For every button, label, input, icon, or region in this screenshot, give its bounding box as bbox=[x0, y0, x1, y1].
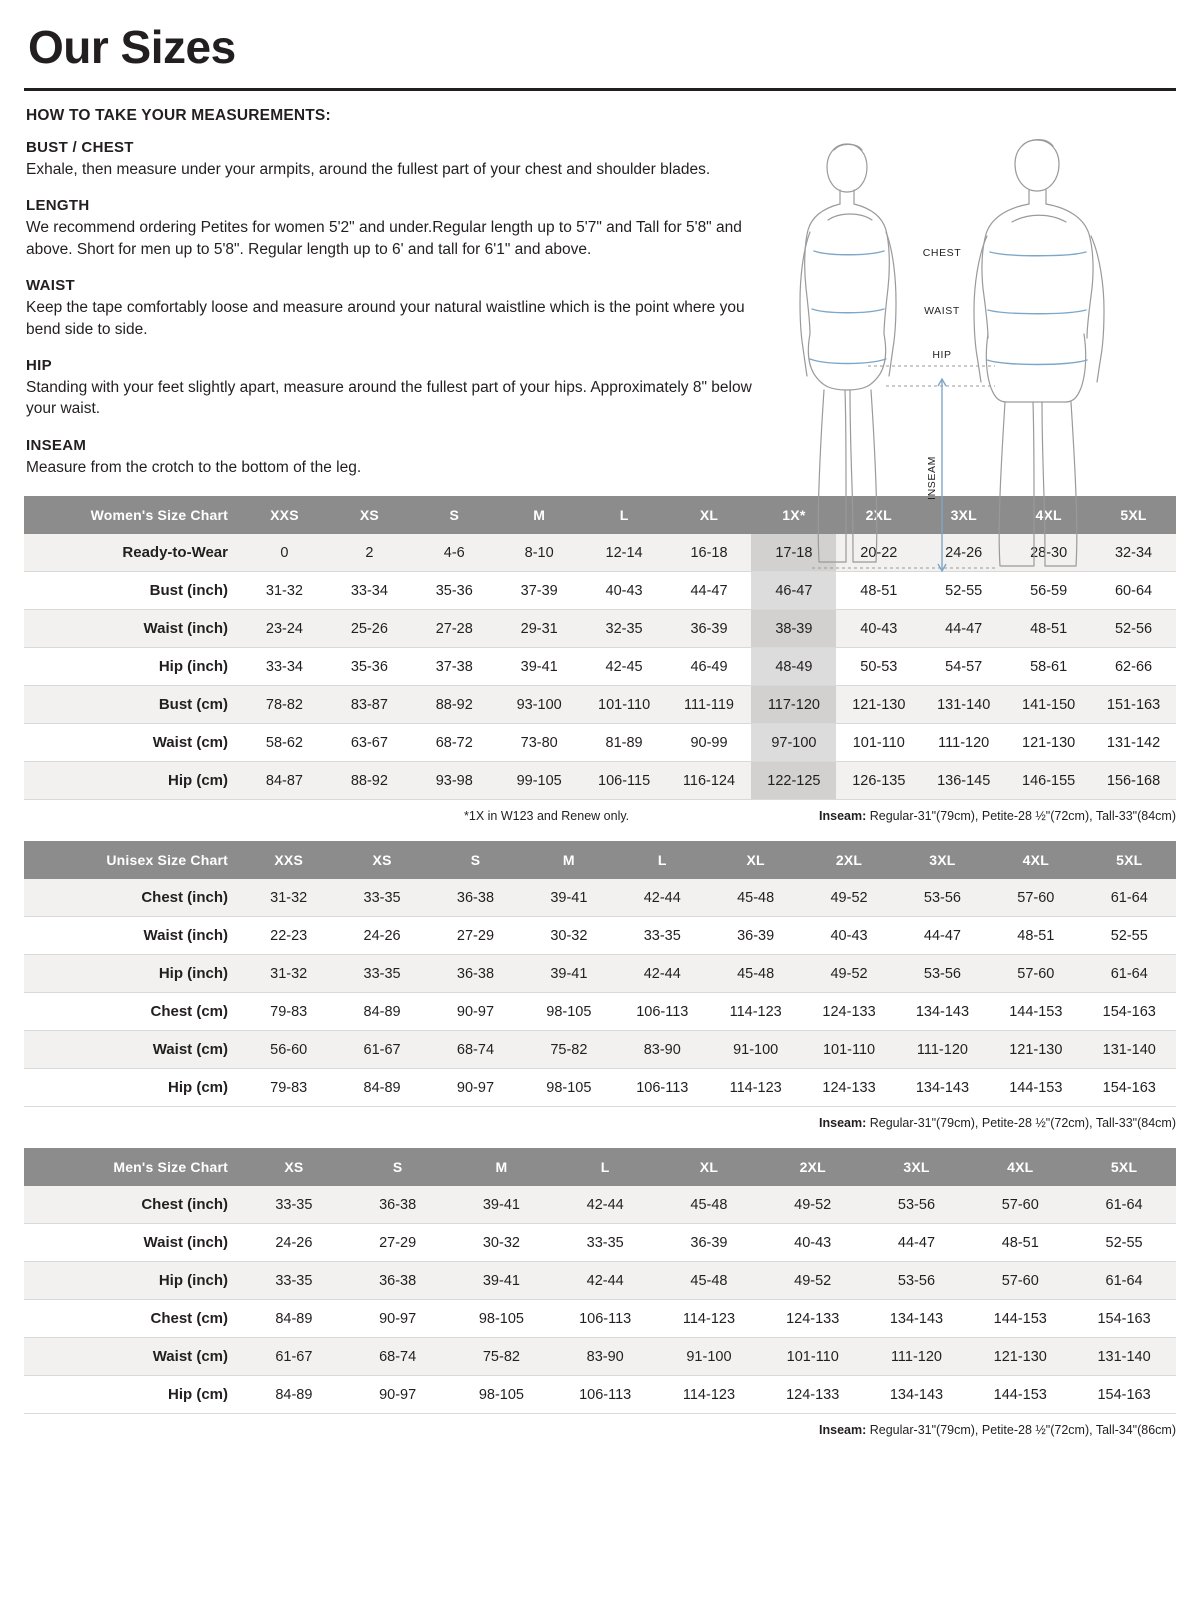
table-cell: 154-163 bbox=[1072, 1376, 1176, 1414]
table-cell: 84-89 bbox=[242, 1300, 346, 1338]
mens-inseam-note bbox=[24, 1423, 1176, 1437]
row-label: Chest (inch) bbox=[24, 1186, 242, 1224]
column-header-l: L bbox=[616, 841, 709, 879]
table-cell: 93-100 bbox=[497, 686, 582, 724]
table-cell: 144-153 bbox=[989, 1069, 1082, 1107]
table-cell: 31-32 bbox=[242, 955, 335, 993]
row-label: Hip (cm) bbox=[24, 1069, 242, 1107]
table-cell: 111-120 bbox=[865, 1338, 969, 1376]
inseam-label: Inseam: bbox=[819, 1423, 867, 1437]
column-header-5xl: 5XL bbox=[1091, 496, 1176, 534]
table-cell: 56-60 bbox=[242, 1031, 335, 1069]
table-cell: 57-60 bbox=[968, 1262, 1072, 1300]
row-label: Hip (cm) bbox=[24, 762, 242, 800]
mens-table-body bbox=[24, 1186, 1176, 1414]
table-cell: 53-56 bbox=[896, 955, 989, 993]
row-label: Hip (inch) bbox=[24, 648, 242, 686]
section-text-length: We recommend ordering Petites for women 5'2" and under.Regular length up to 5'7" and Tall for 5'8" and above. Short for men up to 5'8". Regular length up to 6' and tall for 6'1" and above. bbox=[26, 219, 742, 258]
table-cell: 101-110 bbox=[582, 686, 667, 724]
table-row bbox=[24, 917, 1176, 955]
column-header-2xl: 2XL bbox=[836, 496, 921, 534]
table-cell: 39-41 bbox=[450, 1186, 554, 1224]
table-cell: 144-153 bbox=[968, 1376, 1072, 1414]
table-cell: 83-87 bbox=[327, 686, 412, 724]
column-header-xxs: XXS bbox=[242, 841, 335, 879]
table-cell: 98-105 bbox=[522, 993, 615, 1031]
table-cell: 36-39 bbox=[657, 1224, 761, 1262]
section-text-inseam: Measure from the crotch to the bottom of the leg. bbox=[26, 458, 362, 476]
table-cell: 30-32 bbox=[450, 1224, 554, 1262]
table-cell: 114-123 bbox=[657, 1376, 761, 1414]
table-cell: 121-130 bbox=[968, 1338, 1072, 1376]
womens-footnote: *1X in W123 and Renew only. bbox=[464, 809, 630, 823]
column-header-s: S bbox=[429, 841, 522, 879]
table-cell: 61-67 bbox=[242, 1338, 346, 1376]
column-header-xl: XL bbox=[657, 1148, 761, 1186]
table-cell: 84-89 bbox=[335, 993, 428, 1031]
table-cell: 106-113 bbox=[553, 1376, 657, 1414]
table-cell: 56-59 bbox=[1006, 572, 1091, 610]
table-cell: 31-32 bbox=[242, 572, 327, 610]
table-cell: 79-83 bbox=[242, 993, 335, 1031]
table-cell: 57-60 bbox=[989, 955, 1082, 993]
table-cell: 75-82 bbox=[450, 1338, 554, 1376]
table-cell: 33-35 bbox=[335, 955, 428, 993]
table-cell: 97-100 bbox=[751, 724, 836, 762]
table-cell: 49-52 bbox=[761, 1262, 865, 1300]
table-header-row bbox=[24, 841, 1176, 879]
table-row bbox=[24, 1069, 1176, 1107]
unisex-size-chart-table bbox=[24, 841, 1176, 1107]
table-cell: 131-140 bbox=[921, 686, 1006, 724]
inseam-values: Regular-31"(79cm), Petite-28 ½"(72cm), Tall-33"(84cm) bbox=[866, 809, 1176, 823]
table-cell: 61-67 bbox=[335, 1031, 428, 1069]
row-label: Ready-to-Wear bbox=[24, 534, 242, 572]
section-label-inseam: INSEAM bbox=[26, 436, 87, 454]
table-row bbox=[24, 1376, 1176, 1414]
table-cell: 122-125 bbox=[751, 762, 836, 800]
table-cell: 114-123 bbox=[657, 1300, 761, 1338]
table-row bbox=[24, 686, 1176, 724]
row-label: Bust (cm) bbox=[24, 686, 242, 724]
section-label-bust-chest: BUST / CHEST bbox=[26, 139, 134, 156]
table-cell: 52-55 bbox=[1072, 1224, 1176, 1262]
table-cell: 99-105 bbox=[497, 762, 582, 800]
column-header-4xl: 4XL bbox=[1006, 496, 1091, 534]
measurement-figures bbox=[790, 128, 1180, 608]
row-label: Chest (cm) bbox=[24, 993, 242, 1031]
table-cell: 25-26 bbox=[327, 610, 412, 648]
table-cell: 39-41 bbox=[522, 879, 615, 917]
inseam-values: Regular-31"(79cm), Petite-28 ½"(72cm), Tall-33"(84cm) bbox=[866, 1116, 1176, 1130]
column-header-2xl: 2XL bbox=[761, 1148, 865, 1186]
table-cell: 73-80 bbox=[497, 724, 582, 762]
table-cell: 117-120 bbox=[751, 686, 836, 724]
table-row bbox=[24, 993, 1176, 1031]
table-cell: 114-123 bbox=[709, 1069, 802, 1107]
unisex-size-chart-section bbox=[24, 841, 1176, 1130]
table-row bbox=[24, 879, 1176, 917]
table-header-row bbox=[24, 1148, 1176, 1186]
table-cell: 81-89 bbox=[582, 724, 667, 762]
figure-label-hip: HIP bbox=[932, 349, 952, 361]
table-cell: 62-66 bbox=[1091, 648, 1176, 686]
table-cell: 31-32 bbox=[242, 879, 335, 917]
table-cell: 36-38 bbox=[429, 879, 522, 917]
table-cell: 84-89 bbox=[335, 1069, 428, 1107]
table-cell: 17-18 bbox=[751, 534, 836, 572]
table-cell: 40-43 bbox=[802, 917, 895, 955]
table-cell: 44-47 bbox=[667, 572, 752, 610]
table-cell: 24-26 bbox=[921, 534, 1006, 572]
table-row bbox=[24, 724, 1176, 762]
section-label-length: LENGTH bbox=[26, 197, 90, 215]
table-cell: 49-52 bbox=[761, 1186, 865, 1224]
table-cell: 134-143 bbox=[896, 1069, 989, 1107]
table-cell: 124-133 bbox=[802, 1069, 895, 1107]
table-cell: 33-34 bbox=[242, 648, 327, 686]
table-cell: 116-124 bbox=[667, 762, 752, 800]
figure-label-chest: CHEST bbox=[922, 247, 962, 259]
table-cell: 37-38 bbox=[412, 648, 497, 686]
column-header-4xl: 4XL bbox=[989, 841, 1082, 879]
table-cell: 48-51 bbox=[1006, 610, 1091, 648]
table-cell: 106-115 bbox=[582, 762, 667, 800]
table-cell: 101-110 bbox=[761, 1338, 865, 1376]
table-cell: 134-143 bbox=[865, 1376, 969, 1414]
table-cell: 61-64 bbox=[1072, 1186, 1176, 1224]
row-label: Chest (inch) bbox=[24, 879, 242, 917]
row-label: Waist (cm) bbox=[24, 724, 242, 762]
table-cell: 37-39 bbox=[497, 572, 582, 610]
table-cell: 48-49 bbox=[751, 648, 836, 686]
title-divider bbox=[24, 88, 1176, 91]
table-cell: 39-41 bbox=[522, 955, 615, 993]
table-cell: 124-133 bbox=[761, 1376, 865, 1414]
table-cell: 91-100 bbox=[709, 1031, 802, 1069]
table-cell: 4-6 bbox=[412, 534, 497, 572]
table-cell: 48-51 bbox=[989, 917, 1082, 955]
table-cell: 90-97 bbox=[429, 993, 522, 1031]
table-cell: 27-29 bbox=[346, 1224, 450, 1262]
mens-chart-title: Men's Size Chart bbox=[24, 1148, 242, 1186]
table-cell: 33-35 bbox=[242, 1186, 346, 1224]
column-header-3xl: 3XL bbox=[865, 1148, 969, 1186]
column-header-3xl: 3XL bbox=[921, 496, 1006, 534]
womens-chart-title: Women's Size Chart bbox=[24, 496, 242, 534]
column-header-s: S bbox=[412, 496, 497, 534]
row-label: Waist (inch) bbox=[24, 917, 242, 955]
table-cell: 38-39 bbox=[751, 610, 836, 648]
table-cell: 154-163 bbox=[1072, 1300, 1176, 1338]
table-cell: 49-52 bbox=[802, 955, 895, 993]
unisex-inseam-note bbox=[24, 1116, 1176, 1130]
table-cell: 61-64 bbox=[1083, 879, 1176, 917]
table-cell: 106-113 bbox=[553, 1300, 657, 1338]
table-cell: 46-47 bbox=[751, 572, 836, 610]
table-cell: 40-43 bbox=[836, 610, 921, 648]
column-header-xl: XL bbox=[709, 841, 802, 879]
column-header-xs: XS bbox=[335, 841, 428, 879]
table-cell: 32-35 bbox=[582, 610, 667, 648]
womens-notes bbox=[24, 809, 1176, 823]
table-cell: 78-82 bbox=[242, 686, 327, 724]
table-cell: 42-44 bbox=[553, 1262, 657, 1300]
table-row bbox=[24, 648, 1176, 686]
table-cell: 98-105 bbox=[450, 1376, 554, 1414]
table-cell: 106-113 bbox=[616, 1069, 709, 1107]
column-header-xs: XS bbox=[327, 496, 412, 534]
table-cell: 24-26 bbox=[335, 917, 428, 955]
section-text-bust-chest: Exhale, then measure under your armpits, around the fullest part of your chest and shoulder blades. bbox=[26, 161, 711, 178]
table-cell: 68-72 bbox=[412, 724, 497, 762]
column-header-m: M bbox=[497, 496, 582, 534]
table-row bbox=[24, 762, 1176, 800]
row-label: Waist (inch) bbox=[24, 610, 242, 648]
row-label: Hip (cm) bbox=[24, 1376, 242, 1414]
table-cell: 60-64 bbox=[1091, 572, 1176, 610]
table-row bbox=[24, 1186, 1176, 1224]
table-cell: 126-135 bbox=[836, 762, 921, 800]
inseam-label: Inseam: bbox=[819, 809, 867, 823]
table-cell: 32-34 bbox=[1091, 534, 1176, 572]
table-cell: 58-62 bbox=[242, 724, 327, 762]
figure-label-waist: WAIST bbox=[924, 305, 960, 317]
table-cell: 88-92 bbox=[327, 762, 412, 800]
table-cell: 12-14 bbox=[582, 534, 667, 572]
row-label: Waist (cm) bbox=[24, 1338, 242, 1376]
table-cell: 28-30 bbox=[1006, 534, 1091, 572]
table-cell: 44-47 bbox=[896, 917, 989, 955]
table-cell: 40-43 bbox=[582, 572, 667, 610]
table-cell: 144-153 bbox=[989, 993, 1082, 1031]
table-cell: 48-51 bbox=[836, 572, 921, 610]
table-cell: 48-51 bbox=[968, 1224, 1072, 1262]
table-cell: 111-120 bbox=[896, 1031, 989, 1069]
table-cell: 90-97 bbox=[346, 1376, 450, 1414]
table-cell: 33-34 bbox=[327, 572, 412, 610]
table-cell: 90-97 bbox=[346, 1300, 450, 1338]
section-label-waist: WAIST bbox=[26, 277, 75, 295]
table-row bbox=[24, 610, 1176, 648]
table-cell: 131-140 bbox=[1072, 1338, 1176, 1376]
table-cell: 90-99 bbox=[667, 724, 752, 762]
table-cell: 42-44 bbox=[616, 879, 709, 917]
table-cell: 23-24 bbox=[242, 610, 327, 648]
table-cell: 52-55 bbox=[1083, 917, 1176, 955]
mens-size-chart-section bbox=[24, 1148, 1176, 1437]
table-cell: 57-60 bbox=[968, 1186, 1072, 1224]
table-cell: 124-133 bbox=[802, 993, 895, 1031]
table-cell: 146-155 bbox=[1006, 762, 1091, 800]
table-cell: 44-47 bbox=[921, 610, 1006, 648]
table-cell: 36-38 bbox=[429, 955, 522, 993]
table-cell: 42-44 bbox=[553, 1186, 657, 1224]
table-cell: 156-168 bbox=[1091, 762, 1176, 800]
table-cell: 29-31 bbox=[497, 610, 582, 648]
table-cell: 20-22 bbox=[836, 534, 921, 572]
table-cell: 134-143 bbox=[896, 993, 989, 1031]
table-row bbox=[24, 1031, 1176, 1069]
column-header-3xl: 3XL bbox=[896, 841, 989, 879]
table-cell: 53-56 bbox=[865, 1186, 969, 1224]
row-label: Bust (inch) bbox=[24, 572, 242, 610]
table-cell: 2 bbox=[327, 534, 412, 572]
table-row bbox=[24, 955, 1176, 993]
table-cell: 84-89 bbox=[242, 1376, 346, 1414]
table-cell: 49-52 bbox=[802, 879, 895, 917]
table-cell: 33-35 bbox=[553, 1224, 657, 1262]
table-cell: 136-145 bbox=[921, 762, 1006, 800]
table-cell: 57-60 bbox=[989, 879, 1082, 917]
table-cell: 141-150 bbox=[1006, 686, 1091, 724]
column-header-s: S bbox=[346, 1148, 450, 1186]
table-cell: 68-74 bbox=[429, 1031, 522, 1069]
table-cell: 61-64 bbox=[1083, 955, 1176, 993]
table-cell: 68-74 bbox=[346, 1338, 450, 1376]
table-cell: 36-38 bbox=[346, 1186, 450, 1224]
table-cell: 131-140 bbox=[1083, 1031, 1176, 1069]
table-cell: 45-48 bbox=[657, 1186, 761, 1224]
table-cell: 0 bbox=[242, 534, 327, 572]
table-cell: 91-100 bbox=[657, 1338, 761, 1376]
table-cell: 27-29 bbox=[429, 917, 522, 955]
column-header-xs: XS bbox=[242, 1148, 346, 1186]
column-header-4xl: 4XL bbox=[968, 1148, 1072, 1186]
table-cell: 58-61 bbox=[1006, 648, 1091, 686]
mens-size-chart-table bbox=[24, 1148, 1176, 1414]
row-label: Waist (inch) bbox=[24, 1224, 242, 1262]
table-cell: 16-18 bbox=[667, 534, 752, 572]
table-cell: 106-113 bbox=[616, 993, 709, 1031]
column-header-l: L bbox=[582, 496, 667, 534]
table-cell: 121-130 bbox=[1006, 724, 1091, 762]
section-text-hip: Standing with your feet slightly apart, measure around the fullest part of your hips. Approximately 8" below your waist. bbox=[26, 378, 752, 418]
table-cell: 36-39 bbox=[667, 610, 752, 648]
column-header-m: M bbox=[450, 1148, 554, 1186]
section-text-waist: Keep the tape comfortably loose and measure around your natural waistline which is the point where you bend side to side. bbox=[26, 299, 745, 338]
table-cell: 88-92 bbox=[412, 686, 497, 724]
table-cell: 121-130 bbox=[836, 686, 921, 724]
table-cell: 52-56 bbox=[1091, 610, 1176, 648]
measurement-instructions bbox=[26, 107, 766, 478]
table-cell: 24-26 bbox=[242, 1224, 346, 1262]
table-cell: 111-119 bbox=[667, 686, 752, 724]
table-cell: 45-48 bbox=[709, 955, 802, 993]
womens-inseam-note bbox=[819, 809, 1176, 823]
table-cell: 45-48 bbox=[657, 1262, 761, 1300]
row-label: Waist (cm) bbox=[24, 1031, 242, 1069]
unisex-table-body bbox=[24, 879, 1176, 1107]
table-cell: 22-23 bbox=[242, 917, 335, 955]
table-cell: 93-98 bbox=[412, 762, 497, 800]
table-cell: 124-133 bbox=[761, 1300, 865, 1338]
inseam-values: Regular-31"(79cm), Petite-28 ½"(72cm), Tall-34"(86cm) bbox=[866, 1423, 1176, 1437]
table-row bbox=[24, 1338, 1176, 1376]
table-row bbox=[24, 1262, 1176, 1300]
table-row bbox=[24, 1300, 1176, 1338]
table-cell: 53-56 bbox=[865, 1262, 969, 1300]
table-cell: 98-105 bbox=[522, 1069, 615, 1107]
table-cell: 36-38 bbox=[346, 1262, 450, 1300]
table-cell: 63-67 bbox=[327, 724, 412, 762]
table-cell: 61-64 bbox=[1072, 1262, 1176, 1300]
row-label: Hip (inch) bbox=[24, 1262, 242, 1300]
page-title: Our Sizes bbox=[28, 21, 236, 73]
table-cell: 42-44 bbox=[616, 955, 709, 993]
table-cell: 111-120 bbox=[921, 724, 1006, 762]
column-header-xl: XL bbox=[667, 496, 752, 534]
table-cell: 50-53 bbox=[836, 648, 921, 686]
table-cell: 53-56 bbox=[896, 879, 989, 917]
table-cell: 8-10 bbox=[497, 534, 582, 572]
table-cell: 154-163 bbox=[1083, 993, 1176, 1031]
table-cell: 35-36 bbox=[327, 648, 412, 686]
table-cell: 83-90 bbox=[616, 1031, 709, 1069]
table-cell: 39-41 bbox=[450, 1262, 554, 1300]
table-cell: 44-47 bbox=[865, 1224, 969, 1262]
table-cell: 36-39 bbox=[709, 917, 802, 955]
table-cell: 46-49 bbox=[667, 648, 752, 686]
unisex-chart-title: Unisex Size Chart bbox=[24, 841, 242, 879]
column-header-2xl: 2XL bbox=[802, 841, 895, 879]
column-header-1x: 1X* bbox=[751, 496, 836, 534]
table-cell: 33-35 bbox=[335, 879, 428, 917]
table-cell: 52-55 bbox=[921, 572, 1006, 610]
figure-label-inseam: INSEAM bbox=[926, 456, 938, 500]
table-cell: 79-83 bbox=[242, 1069, 335, 1107]
table-cell: 144-153 bbox=[968, 1300, 1072, 1338]
table-cell: 54-57 bbox=[921, 648, 1006, 686]
table-cell: 114-123 bbox=[709, 993, 802, 1031]
column-header-l: L bbox=[553, 1148, 657, 1186]
row-label: Hip (inch) bbox=[24, 955, 242, 993]
table-cell: 151-163 bbox=[1091, 686, 1176, 724]
column-header-m: M bbox=[522, 841, 615, 879]
table-cell: 40-43 bbox=[761, 1224, 865, 1262]
instructions-heading: HOW TO TAKE YOUR MEASUREMENTS: bbox=[26, 107, 331, 124]
table-cell: 101-110 bbox=[836, 724, 921, 762]
table-cell: 154-163 bbox=[1083, 1069, 1176, 1107]
table-cell: 30-32 bbox=[522, 917, 615, 955]
table-cell: 35-36 bbox=[412, 572, 497, 610]
table-cell: 131-142 bbox=[1091, 724, 1176, 762]
table-cell: 39-41 bbox=[497, 648, 582, 686]
inseam-label: Inseam: bbox=[819, 1116, 867, 1130]
table-cell: 33-35 bbox=[616, 917, 709, 955]
table-row bbox=[24, 1224, 1176, 1262]
column-header-5xl: 5XL bbox=[1072, 1148, 1176, 1186]
table-cell: 121-130 bbox=[989, 1031, 1082, 1069]
table-cell: 83-90 bbox=[553, 1338, 657, 1376]
size-guide-page bbox=[0, 20, 1200, 1620]
column-header-xxs: XXS bbox=[242, 496, 327, 534]
column-header-5xl: 5XL bbox=[1083, 841, 1176, 879]
table-cell: 84-87 bbox=[242, 762, 327, 800]
table-cell: 27-28 bbox=[412, 610, 497, 648]
row-label: Chest (cm) bbox=[24, 1300, 242, 1338]
table-cell: 90-97 bbox=[429, 1069, 522, 1107]
table-cell: 45-48 bbox=[709, 879, 802, 917]
table-cell: 101-110 bbox=[802, 1031, 895, 1069]
section-label-hip: HIP bbox=[26, 356, 52, 374]
table-cell: 134-143 bbox=[865, 1300, 969, 1338]
table-cell: 75-82 bbox=[522, 1031, 615, 1069]
table-cell: 98-105 bbox=[450, 1300, 554, 1338]
table-cell: 42-45 bbox=[582, 648, 667, 686]
table-cell: 33-35 bbox=[242, 1262, 346, 1300]
